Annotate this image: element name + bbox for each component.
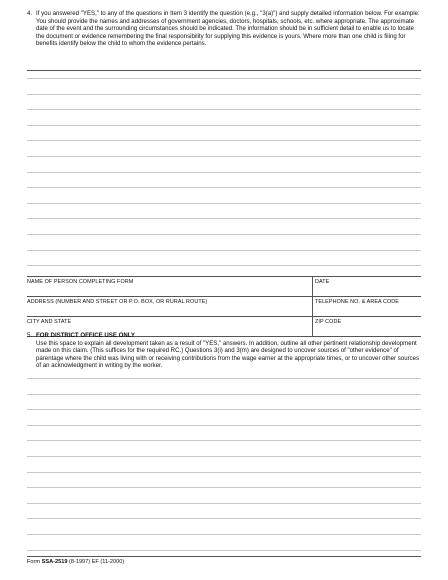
form-footer [27, 559, 124, 565]
item-4-number: 4. [27, 10, 33, 17]
writing-line [27, 503, 421, 504]
footer-prefix: Form [27, 559, 41, 565]
item-5-response-area[interactable] [27, 372, 421, 556]
name-of-person-label: NAME OF PERSON COMPLETING FORM [27, 279, 134, 285]
writing-line [27, 203, 421, 204]
writing-line [27, 409, 421, 410]
writing-line [27, 472, 421, 473]
name-of-person-field[interactable] [27, 277, 312, 296]
writing-line [27, 156, 421, 157]
address-field[interactable] [27, 297, 312, 316]
writing-line [27, 440, 421, 441]
writing-line [27, 378, 421, 379]
writing-line [27, 78, 421, 79]
writing-line [27, 250, 421, 251]
city-state-label: CITY AND STATE [27, 319, 72, 325]
form-edition: (8-1997) EF (11-2000) [69, 559, 125, 565]
contact-info-table [27, 276, 421, 337]
writing-line [27, 125, 421, 126]
writing-line [27, 187, 421, 188]
writing-line [27, 425, 421, 426]
writing-line [27, 94, 421, 95]
telephone-label: TELEPHONE NO. & AREA CODE [315, 299, 399, 305]
form-number: SSA-2519 [41, 559, 68, 565]
writing-line [27, 550, 421, 551]
item-4-text: If you answered "YES," to any of the questions in Item 3 identify the question (e.g., "3(a)") and supply detailed information below. For example: You should provide the names and addresses of government agencies, doctors, hospitals, schools, etc. where appropriate. The approximate date of the event and the surrounding circumstances should be indicated. The information should be in sufficient detail to enable us to locate the document or evidence remembering the final responsibility for supplying this evidence is yours. Where more than one child is filing for benefits identify below the child to whom the evidence pertains. [36, 10, 420, 48]
writing-line [27, 172, 421, 173]
item-5-heading: FOR DISTRICT OFFICE USE ONLY [36, 332, 135, 339]
writing-line [27, 109, 421, 110]
writing-line [27, 218, 421, 219]
writing-line [27, 394, 421, 395]
contact-row-name [27, 276, 421, 296]
writing-line [27, 140, 421, 141]
item-5-text: Use this space to explain all development taken as a result of "YES," answers. In addition, outline all other pertinent relationship development made on this claim. (This suffices for the required RC.) Questions 3(i) and 3(m) are designed to uncover sources of "other evidence" of parentage where the child was living with or receiving contributions from the wage earner at the appropriate times, or to uncover other sources of an acknowledgment in writing by the worker. [36, 339, 420, 370]
telephone-field[interactable] [312, 297, 421, 316]
writing-line [27, 456, 421, 457]
item-4-response-area[interactable] [27, 70, 421, 276]
date-label: DATE [315, 279, 330, 285]
writing-line [27, 518, 421, 519]
zip-code-label: ZIP CODE [315, 319, 342, 325]
address-label: ADDRESS (NUMBER AND STREET OR P.O. BOX, OR RURAL ROUTE) [27, 299, 208, 305]
item-5-instructions [27, 332, 423, 370]
contact-row-address [27, 296, 421, 316]
footer-divider [27, 556, 421, 557]
date-field[interactable] [312, 277, 421, 296]
writing-line [27, 234, 421, 235]
item-5-number: 5. [27, 332, 33, 339]
writing-line [27, 534, 421, 535]
writing-line [27, 487, 421, 488]
writing-line [27, 265, 421, 266]
item-4-instructions [27, 10, 423, 48]
